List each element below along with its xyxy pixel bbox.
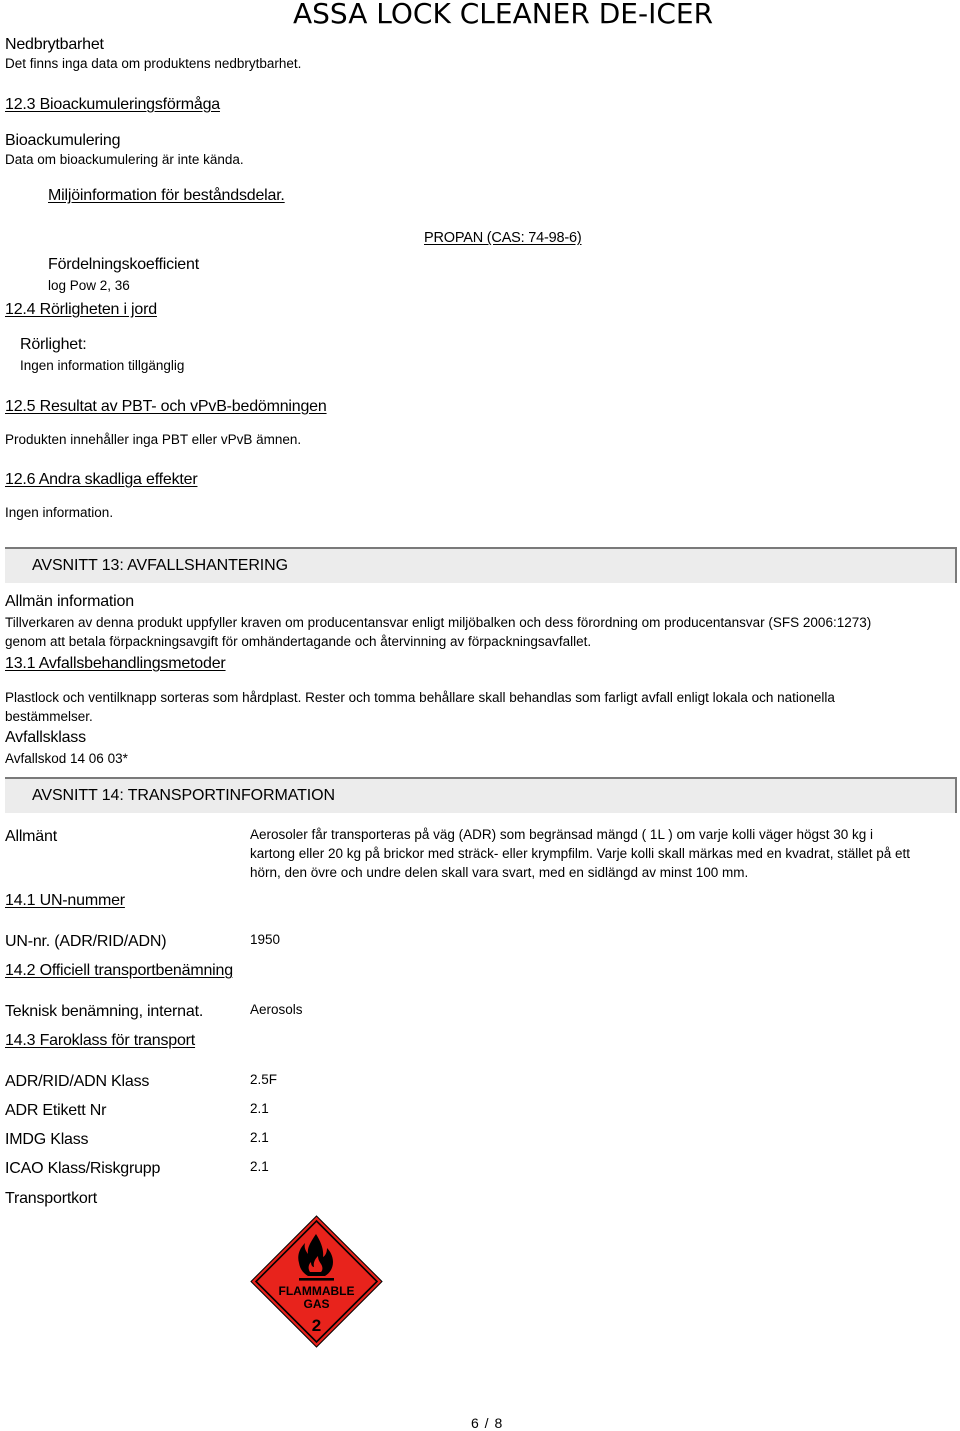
transport-card-label: Transportkort [5, 1190, 97, 1207]
un-number-label: UN-nr. (ADR/RID/ADN) [5, 933, 167, 950]
placard-line2: GAS [303, 1297, 330, 1311]
substance-name: PROPAN (CAS: 74-98-6) [424, 230, 582, 246]
class-row-value: 2.1 [250, 1159, 269, 1174]
section-13-bar [5, 547, 957, 583]
class-row-label: ADR Etikett Nr [5, 1102, 107, 1119]
flammable-gas-placard [250, 1215, 383, 1348]
placard-class-number: 2 [311, 1316, 322, 1335]
partition-coefficient-heading: Fördelningskoefficient [48, 256, 199, 273]
section-14-title: AVSNITT 14: TRANSPORTINFORMATION [32, 787, 335, 804]
section-12-5-heading: 12.5 Resultat av PBT- och vPvB-bedömningen [5, 398, 327, 415]
class-row-value: 2.1 [250, 1130, 269, 1145]
section-13-1-heading: 13.1 Avfallsbehandlingsmetoder [5, 655, 226, 672]
class-row-label: ICAO Klass/Riskgrupp [5, 1160, 161, 1177]
section-14-3-heading: 14.3 Faroklass för transport [5, 1032, 196, 1049]
technical-name-label: Teknisk benämning, internat. [5, 1003, 204, 1020]
bioaccumulation-heading: Bioackumulering [5, 132, 121, 149]
document-title: ASSA LOCK CLEANER DE-ICER [293, 0, 714, 30]
degradability-heading: Nedbrytbarhet [5, 36, 104, 53]
transport-general-label: Allmänt [5, 828, 57, 845]
technical-name-value: Aerosols [250, 1002, 303, 1017]
other-effects-text: Ingen information. [5, 505, 114, 520]
placard-line1: FLAMMABLE [278, 1284, 355, 1298]
section-14-2-heading: 14.2 Officiell transportbenämning [5, 962, 233, 979]
class-row-label: IMDG Klass [5, 1131, 89, 1148]
section-14-1-heading: 14.1 UN-nummer [5, 892, 125, 909]
bioaccumulation-text: Data om bioackumulering är inte kända. [5, 152, 244, 167]
mobility-heading: Rörlighet: [20, 336, 87, 353]
page-number: 6 / 8 [471, 1415, 504, 1431]
general-information-text: Tillverkaren av denna produkt uppfyller kraven om producentansvar enligt miljöbalken och dess förordning om producentansvar (SFS 2006:1273) genom att betala förpackningsavgift för omhändertagande och återvinning av förpackningsavfallet. [5, 615, 872, 649]
section-13-title: AVSNITT 13: AVFALLSHANTERING [32, 557, 288, 574]
class-row-label: ADR/RID/ADN Klass [5, 1073, 150, 1090]
degradability-text: Det finns inga data om produktens nedbrytbarhet. [5, 56, 302, 71]
class-row-value: 2.5F [250, 1072, 278, 1087]
un-number-value: 1950 [250, 932, 281, 947]
mobility-text: Ingen information tillgänglig [20, 358, 185, 373]
pbt-text: Produkten innehåller inga PBT eller vPvB ämnen. [5, 432, 302, 447]
section-14-bar [5, 777, 957, 813]
ingredients-heading: Miljöinformation för beståndsdelar. [48, 187, 285, 204]
section-12-6-heading: 12.6 Andra skadliga effekter [5, 471, 198, 488]
section-12-4-heading: 12.4 Rörligheten i jord [5, 301, 157, 318]
waste-class-text: Avfallskod 14 06 03* [5, 751, 128, 766]
partition-coefficient-value: log Pow 2, 36 [48, 278, 130, 293]
transport-general-text: Aerosoler får transporteras på väg (ADR) som begränsad mängd ( 1L ) om varje kolli väger högst 30 kg i kartong eller 20 kg på brickor med sträck- eller krympfilm. Varje kolli skall märkas med en kvadrat, stället på ett hörn, den övre och undre delen skall vara svart, med en sidlängd av minst 100 mm. [250, 827, 910, 880]
general-information-heading: Allmän information [5, 593, 134, 610]
section-12-3-heading: 12.3 Bioackumuleringsförmåga [5, 96, 220, 113]
class-row-value: 2.1 [250, 1101, 269, 1116]
waste-methods-text: Plastlock och ventilknapp sorteras som hårdplast. Rester och tomma behållare skall behandlas som farligt avfall enligt lokala och nationella bestämmelser. [5, 690, 835, 724]
waste-class-heading: Avfallsklass [5, 729, 86, 746]
